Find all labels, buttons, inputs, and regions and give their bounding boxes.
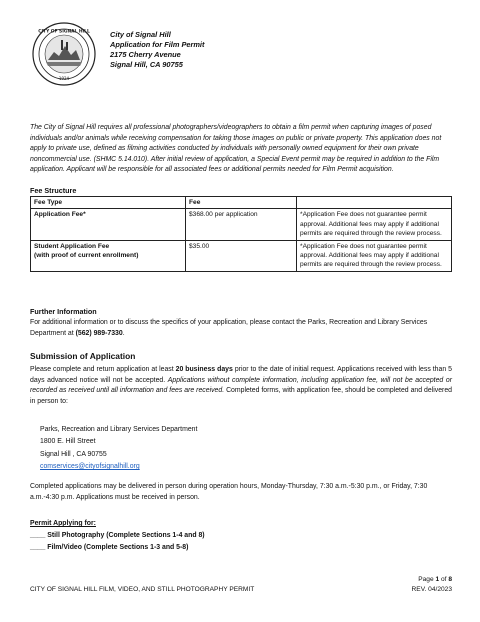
fee-type-line: (with proof of current enrollment)	[34, 252, 139, 260]
document-header	[110, 30, 204, 70]
svg-text:1924: 1924	[58, 76, 70, 81]
further-info-text: For additional information or to discuss the specifics of your application, please contact the Parks, Recreation and Library Services Department at (562) 989-7330.	[30, 319, 428, 337]
header-city: City of Signal Hill	[110, 30, 171, 39]
fee-table	[30, 196, 452, 272]
fee-note-cell: *Application Fee does not guarantee permit approval. Additional fees may apply if additional permits are required through the review process.	[297, 240, 452, 271]
address-department: Parks, Recreation and Library Services Department	[40, 426, 198, 433]
option-still-photography[interactable]: ____ Still Photography (Complete Sections 1-4 and 8)	[30, 532, 205, 539]
footer-page-info	[380, 575, 452, 594]
fee-note-cell: *Application Fee does not guarantee permit approval. Additional fees may apply if additional permits are required through the review process.	[297, 209, 452, 240]
fee-structure-title: Fee Structure	[30, 186, 77, 195]
intro-paragraph: The City of Signal Hill requires all professional photographers/videographers to obtain a film permit when capturing images of posed individuals and/or animals while receiving compensation for taking those images on public or private property. This application does not apply to private use, defined as filming activities conducted by individuals with personally owned equipment for their own private noncommercial use. (SHMC 5.14.010). After initial review of application, a Special Event permit may be required in addition to the Film application. Applicant will be responsible for all associated fees or additional permits needed for Film Permit acquisition.	[30, 124, 442, 174]
fee-amount-cell: $368.00 per application	[186, 209, 297, 240]
table-row	[31, 240, 452, 271]
incomplete-warning: Applications without complete information, including application fee, will not be accepted or recorded as received until all information and fees are received.	[30, 376, 452, 395]
revision-date: REV. 04/2023	[411, 585, 452, 593]
fee-type-cell	[31, 240, 186, 271]
seal-text: CITY OF SIGNAL HILL	[38, 29, 90, 35]
email-link[interactable]: comservices@cityofsignalhill.org	[40, 463, 140, 471]
col-notes	[297, 197, 452, 209]
phone-number: (562) 989-7330	[75, 329, 123, 337]
permit-applying-title: Permit Applying for:	[30, 520, 96, 527]
further-info-body: For additional information or to discuss the specifics of your application, please contact the Parks, Recreation and Library Services Department at	[30, 319, 428, 337]
address-city: Signal Hill , CA 90755	[40, 450, 107, 458]
option-film-video[interactable]: ____ Film/Video (Complete Sections 1-3 and 5-8)	[30, 544, 189, 551]
footer-title: CITY OF SIGNAL HILL FILM, VIDEO, AND STILL PHOTOGRAPHY PERMIT	[30, 586, 255, 593]
col-fee: Fee	[186, 197, 297, 209]
delivery-hours-note: Completed applications may be delivered in person during operation hours, Monday-Thursday, 7:30 a.m.-5:30 p.m., or Friday, 7:30 a.m.-4:30 p.m. Applications must be received in person.	[30, 483, 428, 501]
table-row	[31, 209, 452, 240]
fee-type-cell: Application Fee*	[31, 209, 186, 240]
header-street: 2175 Cherry Avenue	[110, 50, 181, 59]
further-info-title: Further Information	[30, 307, 97, 316]
fee-table-header	[31, 197, 452, 209]
page-number: Page 1 of 8	[418, 576, 452, 583]
address-street: 1800 E. Hill Street	[40, 438, 96, 446]
col-fee-type: Fee Type	[31, 197, 186, 209]
delivery-address	[40, 424, 197, 474]
header-form-title: Application for Film Permit	[110, 40, 205, 49]
city-seal-logo	[32, 22, 96, 86]
submission-text: Please complete and return application at least 20 business days prior to the date of initial request. Applications received with less than 5 days advanced notice will not be accepted. Applications without complete information, including application fee, will not be accepted or recorded as received until all information and fees are received. Completed forms, with application fee, should be completed and delivered in person to:	[30, 366, 452, 405]
submission-title: Submission of Application	[30, 351, 136, 361]
permit-applying-section	[30, 518, 205, 554]
deadline-days: 20 business days	[175, 366, 233, 373]
fee-type-line: Student Application Fee	[34, 242, 110, 250]
header-city-zip: Signal Hill, CA 90755	[110, 60, 183, 69]
fee-amount-cell: $35.00	[186, 240, 297, 271]
